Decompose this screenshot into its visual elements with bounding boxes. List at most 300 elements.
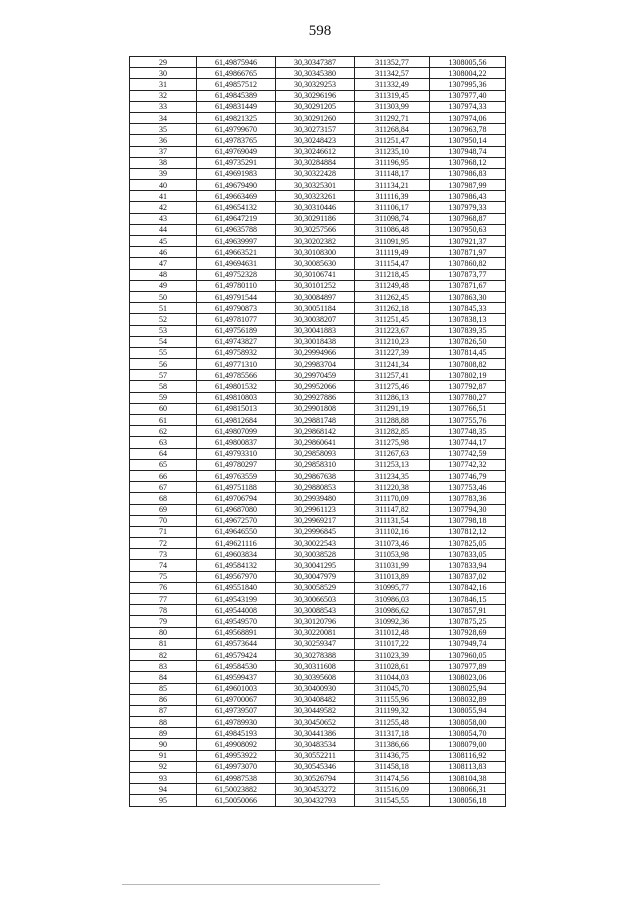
longitude-cell: 30,30085630 — [276, 258, 355, 269]
y-coordinate-cell: 1307863,30 — [430, 291, 506, 302]
table-row — [130, 415, 506, 426]
latitude-cell: 61,49743827 — [197, 336, 276, 347]
latitude-cell: 61,49781077 — [197, 314, 276, 325]
latitude-cell: 61,49647219 — [197, 213, 276, 224]
latitude-cell: 61,49663469 — [197, 191, 276, 202]
x-coordinate-cell: 311013,89 — [355, 571, 430, 582]
x-coordinate-cell: 310992,36 — [355, 616, 430, 627]
longitude-cell: 30,30041883 — [276, 325, 355, 336]
x-coordinate-cell: 311288,88 — [355, 415, 430, 426]
x-coordinate-cell: 311170,09 — [355, 493, 430, 504]
x-coordinate-cell: 311223,67 — [355, 325, 430, 336]
table-row — [130, 661, 506, 672]
table-row — [130, 526, 506, 537]
table-row — [130, 426, 506, 437]
point-number-cell: 91 — [130, 750, 197, 761]
point-number-cell: 43 — [130, 213, 197, 224]
point-number-cell: 42 — [130, 202, 197, 213]
latitude-cell: 61,49751188 — [197, 482, 276, 493]
point-number-cell: 94 — [130, 784, 197, 795]
point-number-cell: 40 — [130, 180, 197, 191]
longitude-cell: 30,30101252 — [276, 280, 355, 291]
table-row — [130, 314, 506, 325]
latitude-cell: 61,49568891 — [197, 627, 276, 638]
x-coordinate-cell: 311342,57 — [355, 68, 430, 79]
table-row — [130, 269, 506, 280]
x-coordinate-cell: 311458,18 — [355, 761, 430, 772]
longitude-cell: 30,30329253 — [276, 79, 355, 90]
y-coordinate-cell: 1307977,89 — [430, 661, 506, 672]
point-number-cell: 63 — [130, 437, 197, 448]
latitude-cell: 61,49543199 — [197, 594, 276, 605]
point-number-cell: 57 — [130, 370, 197, 381]
latitude-cell: 61,49544008 — [197, 605, 276, 616]
x-coordinate-cell: 311286,13 — [355, 392, 430, 403]
latitude-cell: 61,49793310 — [197, 448, 276, 459]
y-coordinate-cell: 1307742,32 — [430, 459, 506, 470]
x-coordinate-cell: 311234,35 — [355, 470, 430, 481]
y-coordinate-cell: 1307792,87 — [430, 381, 506, 392]
latitude-cell: 61,49691983 — [197, 168, 276, 179]
longitude-cell: 30,29961123 — [276, 504, 355, 515]
longitude-cell: 30,30259347 — [276, 638, 355, 649]
point-number-cell: 58 — [130, 381, 197, 392]
latitude-cell: 61,49584530 — [197, 661, 276, 672]
latitude-cell: 61,49801532 — [197, 381, 276, 392]
longitude-cell: 30,30278388 — [276, 649, 355, 660]
y-coordinate-cell: 1307974,33 — [430, 101, 506, 112]
point-number-cell: 47 — [130, 258, 197, 269]
x-coordinate-cell: 311147,82 — [355, 504, 430, 515]
y-coordinate-cell: 1307875,25 — [430, 616, 506, 627]
point-number-cell: 78 — [130, 605, 197, 616]
longitude-cell: 30,29927886 — [276, 392, 355, 403]
latitude-cell: 61,49551840 — [197, 582, 276, 593]
longitude-cell: 30,29994966 — [276, 347, 355, 358]
point-number-cell: 38 — [130, 157, 197, 168]
table-row — [130, 191, 506, 202]
latitude-cell: 61,49752328 — [197, 269, 276, 280]
latitude-cell: 61,49601003 — [197, 683, 276, 694]
y-coordinate-cell: 1307960,05 — [430, 649, 506, 660]
longitude-cell: 30,30108300 — [276, 247, 355, 258]
x-coordinate-cell: 311249,48 — [355, 280, 430, 291]
y-coordinate-cell: 1307833,94 — [430, 560, 506, 571]
latitude-cell: 61,49599437 — [197, 672, 276, 683]
y-coordinate-cell: 1307860,82 — [430, 258, 506, 269]
latitude-cell: 61,49815013 — [197, 403, 276, 414]
y-coordinate-cell: 1307798,18 — [430, 515, 506, 526]
x-coordinate-cell: 311102,16 — [355, 526, 430, 537]
latitude-cell: 61,49789930 — [197, 717, 276, 728]
y-coordinate-cell: 1308032,89 — [430, 694, 506, 705]
latitude-cell: 61,49973070 — [197, 761, 276, 772]
point-number-cell: 68 — [130, 493, 197, 504]
table-row — [130, 616, 506, 627]
y-coordinate-cell: 1307871,97 — [430, 247, 506, 258]
x-coordinate-cell: 311154,47 — [355, 258, 430, 269]
latitude-cell: 61,49706794 — [197, 493, 276, 504]
latitude-cell: 61,49780110 — [197, 280, 276, 291]
y-coordinate-cell: 1307766,51 — [430, 403, 506, 414]
x-coordinate-cell: 311227,39 — [355, 347, 430, 358]
x-coordinate-cell: 311282,85 — [355, 426, 430, 437]
y-coordinate-cell: 1307857,91 — [430, 605, 506, 616]
x-coordinate-cell: 311474,56 — [355, 773, 430, 784]
y-coordinate-cell: 1308116,92 — [430, 750, 506, 761]
table-row — [130, 303, 506, 314]
point-number-cell: 44 — [130, 224, 197, 235]
table-row — [130, 448, 506, 459]
longitude-cell: 30,30018438 — [276, 336, 355, 347]
y-coordinate-cell: 1307833,05 — [430, 549, 506, 560]
point-number-cell: 62 — [130, 426, 197, 437]
longitude-cell: 30,30022543 — [276, 538, 355, 549]
point-number-cell: 61 — [130, 415, 197, 426]
latitude-cell: 61,49908092 — [197, 739, 276, 750]
x-coordinate-cell: 311098,74 — [355, 213, 430, 224]
point-number-cell: 54 — [130, 336, 197, 347]
y-coordinate-cell: 1307748,35 — [430, 426, 506, 437]
longitude-cell: 30,30246612 — [276, 146, 355, 157]
table-row — [130, 784, 506, 795]
table-row — [130, 683, 506, 694]
longitude-cell: 30,30038207 — [276, 314, 355, 325]
latitude-cell: 61,49785566 — [197, 370, 276, 381]
longitude-cell: 30,30257566 — [276, 224, 355, 235]
x-coordinate-cell: 311235,10 — [355, 146, 430, 157]
longitude-cell: 30,29983704 — [276, 359, 355, 370]
y-coordinate-cell: 1308058,00 — [430, 717, 506, 728]
point-number-cell: 88 — [130, 717, 197, 728]
x-coordinate-cell: 311091,95 — [355, 236, 430, 247]
latitude-cell: 61,49987538 — [197, 773, 276, 784]
longitude-cell: 30,29867638 — [276, 470, 355, 481]
longitude-cell: 30,29880853 — [276, 482, 355, 493]
longitude-cell: 30,30284884 — [276, 157, 355, 168]
longitude-cell: 30,30038528 — [276, 549, 355, 560]
x-coordinate-cell: 311210,23 — [355, 336, 430, 347]
y-coordinate-cell: 1308066,31 — [430, 784, 506, 795]
coordinates-table — [129, 56, 506, 807]
latitude-cell: 61,49857512 — [197, 79, 276, 90]
table-row — [130, 135, 506, 146]
y-coordinate-cell: 1307921,37 — [430, 236, 506, 247]
y-coordinate-cell: 1307802,19 — [430, 370, 506, 381]
table-row — [130, 795, 506, 806]
latitude-cell: 61,49845193 — [197, 728, 276, 739]
longitude-cell: 30,29881748 — [276, 415, 355, 426]
table-row — [130, 79, 506, 90]
latitude-cell: 61,49758932 — [197, 347, 276, 358]
latitude-cell: 61,49783765 — [197, 135, 276, 146]
point-number-cell: 50 — [130, 291, 197, 302]
table-row — [130, 101, 506, 112]
y-coordinate-cell: 1307812,12 — [430, 526, 506, 537]
table-row — [130, 325, 506, 336]
point-number-cell: 64 — [130, 448, 197, 459]
y-coordinate-cell: 1307928,69 — [430, 627, 506, 638]
table-row — [130, 761, 506, 772]
table-row — [130, 538, 506, 549]
y-coordinate-cell: 1307744,17 — [430, 437, 506, 448]
latitude-cell: 61,49800837 — [197, 437, 276, 448]
longitude-cell: 30,29969217 — [276, 515, 355, 526]
point-number-cell: 66 — [130, 470, 197, 481]
table-row — [130, 605, 506, 616]
x-coordinate-cell: 311155,96 — [355, 694, 430, 705]
x-coordinate-cell: 311319,45 — [355, 90, 430, 101]
longitude-cell: 30,30432793 — [276, 795, 355, 806]
x-coordinate-cell: 311386,66 — [355, 739, 430, 750]
y-coordinate-cell: 1307949,74 — [430, 638, 506, 649]
table-row — [130, 336, 506, 347]
x-coordinate-cell: 311352,77 — [355, 57, 430, 68]
longitude-cell: 30,30041295 — [276, 560, 355, 571]
y-coordinate-cell: 1307845,33 — [430, 303, 506, 314]
table-row — [130, 370, 506, 381]
table-row — [130, 57, 506, 68]
point-number-cell: 79 — [130, 616, 197, 627]
y-coordinate-cell: 1307825,05 — [430, 538, 506, 549]
x-coordinate-cell: 311292,71 — [355, 112, 430, 123]
point-number-cell: 71 — [130, 526, 197, 537]
table-row — [130, 90, 506, 101]
y-coordinate-cell: 1307846,15 — [430, 594, 506, 605]
longitude-cell: 30,30291205 — [276, 101, 355, 112]
point-number-cell: 69 — [130, 504, 197, 515]
x-coordinate-cell: 311303,99 — [355, 101, 430, 112]
x-coordinate-cell: 311086,48 — [355, 224, 430, 235]
point-number-cell: 52 — [130, 314, 197, 325]
point-number-cell: 90 — [130, 739, 197, 750]
x-coordinate-cell: 311241,34 — [355, 359, 430, 370]
page-number: 598 — [308, 23, 332, 39]
latitude-cell: 61,49739507 — [197, 705, 276, 716]
table-row — [130, 157, 506, 168]
table-row — [130, 459, 506, 470]
y-coordinate-cell: 1307837,02 — [430, 571, 506, 582]
latitude-cell: 61,50023882 — [197, 784, 276, 795]
x-coordinate-cell: 311218,45 — [355, 269, 430, 280]
longitude-cell: 30,30291260 — [276, 112, 355, 123]
y-coordinate-cell: 1307987,99 — [430, 180, 506, 191]
longitude-cell: 30,30408482 — [276, 694, 355, 705]
point-number-cell: 86 — [130, 694, 197, 705]
latitude-cell: 61,50050066 — [197, 795, 276, 806]
longitude-cell: 30,30483534 — [276, 739, 355, 750]
longitude-cell: 30,30325301 — [276, 180, 355, 191]
latitude-cell: 61,49700067 — [197, 694, 276, 705]
y-coordinate-cell: 1307986,43 — [430, 191, 506, 202]
table-row — [130, 347, 506, 358]
point-number-cell: 55 — [130, 347, 197, 358]
longitude-cell: 30,30202382 — [276, 236, 355, 247]
point-number-cell: 51 — [130, 303, 197, 314]
y-coordinate-cell: 1307839,35 — [430, 325, 506, 336]
latitude-cell: 61,49603834 — [197, 549, 276, 560]
longitude-cell: 30,30453272 — [276, 784, 355, 795]
y-coordinate-cell: 1308056,18 — [430, 795, 506, 806]
point-number-cell: 83 — [130, 661, 197, 672]
longitude-cell: 30,29868142 — [276, 426, 355, 437]
y-coordinate-cell: 1307753,46 — [430, 482, 506, 493]
point-number-cell: 75 — [130, 571, 197, 582]
table-row — [130, 224, 506, 235]
point-number-cell: 30 — [130, 68, 197, 79]
point-number-cell: 59 — [130, 392, 197, 403]
table-row — [130, 258, 506, 269]
longitude-cell: 30,30323261 — [276, 191, 355, 202]
latitude-cell: 61,49769049 — [197, 146, 276, 157]
latitude-cell: 61,49573644 — [197, 638, 276, 649]
table-row — [130, 236, 506, 247]
y-coordinate-cell: 1307780,27 — [430, 392, 506, 403]
y-coordinate-cell: 1307995,36 — [430, 79, 506, 90]
x-coordinate-cell: 311545,55 — [355, 795, 430, 806]
latitude-cell: 61,49679490 — [197, 180, 276, 191]
x-coordinate-cell: 311031,99 — [355, 560, 430, 571]
longitude-cell: 30,29858310 — [276, 459, 355, 470]
table-row — [130, 582, 506, 593]
x-coordinate-cell: 311251,45 — [355, 314, 430, 325]
point-number-cell: 80 — [130, 627, 197, 638]
longitude-cell: 30,30291186 — [276, 213, 355, 224]
longitude-cell: 30,30051184 — [276, 303, 355, 314]
x-coordinate-cell: 311073,46 — [355, 538, 430, 549]
point-number-cell: 60 — [130, 403, 197, 414]
y-coordinate-cell: 1308025,94 — [430, 683, 506, 694]
y-coordinate-cell: 1307979,33 — [430, 202, 506, 213]
y-coordinate-cell: 1307746,79 — [430, 470, 506, 481]
point-number-cell: 85 — [130, 683, 197, 694]
table-row — [130, 549, 506, 560]
point-number-cell: 89 — [130, 728, 197, 739]
point-number-cell: 76 — [130, 582, 197, 593]
point-number-cell: 95 — [130, 795, 197, 806]
longitude-cell: 30,30066503 — [276, 594, 355, 605]
table-row — [130, 638, 506, 649]
y-coordinate-cell: 1307968,12 — [430, 157, 506, 168]
y-coordinate-cell: 1307794,30 — [430, 504, 506, 515]
table-row — [130, 717, 506, 728]
y-coordinate-cell: 1307950,14 — [430, 135, 506, 146]
longitude-cell: 30,30273157 — [276, 124, 355, 135]
latitude-cell: 61,49654132 — [197, 202, 276, 213]
latitude-cell: 61,49790873 — [197, 303, 276, 314]
table-row — [130, 504, 506, 515]
x-coordinate-cell: 310986,62 — [355, 605, 430, 616]
point-number-cell: 48 — [130, 269, 197, 280]
longitude-cell: 30,30106741 — [276, 269, 355, 280]
y-coordinate-cell: 1307742,59 — [430, 448, 506, 459]
latitude-cell: 61,49866765 — [197, 68, 276, 79]
table-row — [130, 594, 506, 605]
point-number-cell: 73 — [130, 549, 197, 560]
y-coordinate-cell: 1307808,82 — [430, 359, 506, 370]
latitude-cell: 61,49810803 — [197, 392, 276, 403]
coordinates-table-body — [130, 57, 506, 807]
y-coordinate-cell: 1308005,56 — [430, 57, 506, 68]
y-coordinate-cell: 1307814,45 — [430, 347, 506, 358]
longitude-cell: 30,29996845 — [276, 526, 355, 537]
x-coordinate-cell: 311262,18 — [355, 303, 430, 314]
table-row — [130, 381, 506, 392]
x-coordinate-cell: 311116,39 — [355, 191, 430, 202]
point-number-cell: 82 — [130, 649, 197, 660]
y-coordinate-cell: 1307826,50 — [430, 336, 506, 347]
longitude-cell: 30,30296196 — [276, 90, 355, 101]
table-row — [130, 392, 506, 403]
y-coordinate-cell: 1308055,94 — [430, 705, 506, 716]
x-coordinate-cell: 311291,19 — [355, 403, 430, 414]
latitude-cell: 61,49875946 — [197, 57, 276, 68]
point-number-cell: 81 — [130, 638, 197, 649]
x-coordinate-cell: 311268,84 — [355, 124, 430, 135]
table-row — [130, 705, 506, 716]
table-row — [130, 180, 506, 191]
y-coordinate-cell: 1307986,83 — [430, 168, 506, 179]
y-coordinate-cell: 1307950,63 — [430, 224, 506, 235]
table-row — [130, 68, 506, 79]
table-row — [130, 672, 506, 683]
x-coordinate-cell: 311275,98 — [355, 437, 430, 448]
point-number-cell: 29 — [130, 57, 197, 68]
longitude-cell: 30,30084897 — [276, 291, 355, 302]
x-coordinate-cell: 311253,13 — [355, 459, 430, 470]
latitude-cell: 61,49687080 — [197, 504, 276, 515]
point-number-cell: 45 — [130, 236, 197, 247]
latitude-cell: 61,49646550 — [197, 526, 276, 537]
y-coordinate-cell: 1307871,67 — [430, 280, 506, 291]
x-coordinate-cell: 311317,18 — [355, 728, 430, 739]
latitude-cell: 61,49845389 — [197, 90, 276, 101]
longitude-cell: 30,29952066 — [276, 381, 355, 392]
x-coordinate-cell: 311119,49 — [355, 247, 430, 258]
point-number-cell: 36 — [130, 135, 197, 146]
table-row — [130, 773, 506, 784]
longitude-cell: 30,29970459 — [276, 370, 355, 381]
footer-divider — [122, 884, 380, 885]
x-coordinate-cell: 311275,46 — [355, 381, 430, 392]
longitude-cell: 30,30248423 — [276, 135, 355, 146]
table-row — [130, 213, 506, 224]
y-coordinate-cell: 1308113,83 — [430, 761, 506, 772]
x-coordinate-cell: 311017,22 — [355, 638, 430, 649]
longitude-cell: 30,29860641 — [276, 437, 355, 448]
longitude-cell: 30,30345380 — [276, 68, 355, 79]
point-number-cell: 46 — [130, 247, 197, 258]
y-coordinate-cell: 1307755,76 — [430, 415, 506, 426]
longitude-cell: 30,30347387 — [276, 57, 355, 68]
point-number-cell: 72 — [130, 538, 197, 549]
x-coordinate-cell: 311045,70 — [355, 683, 430, 694]
table-row — [130, 280, 506, 291]
latitude-cell: 61,49672570 — [197, 515, 276, 526]
point-number-cell: 53 — [130, 325, 197, 336]
point-number-cell: 37 — [130, 146, 197, 157]
y-coordinate-cell: 1308079,00 — [430, 739, 506, 750]
latitude-cell: 61,49635788 — [197, 224, 276, 235]
longitude-cell: 30,30449582 — [276, 705, 355, 716]
point-number-cell: 84 — [130, 672, 197, 683]
x-coordinate-cell: 311134,21 — [355, 180, 430, 191]
x-coordinate-cell: 311255,48 — [355, 717, 430, 728]
table-row — [130, 202, 506, 213]
x-coordinate-cell: 311262,45 — [355, 291, 430, 302]
x-coordinate-cell: 311023,39 — [355, 649, 430, 660]
table-row — [130, 739, 506, 750]
